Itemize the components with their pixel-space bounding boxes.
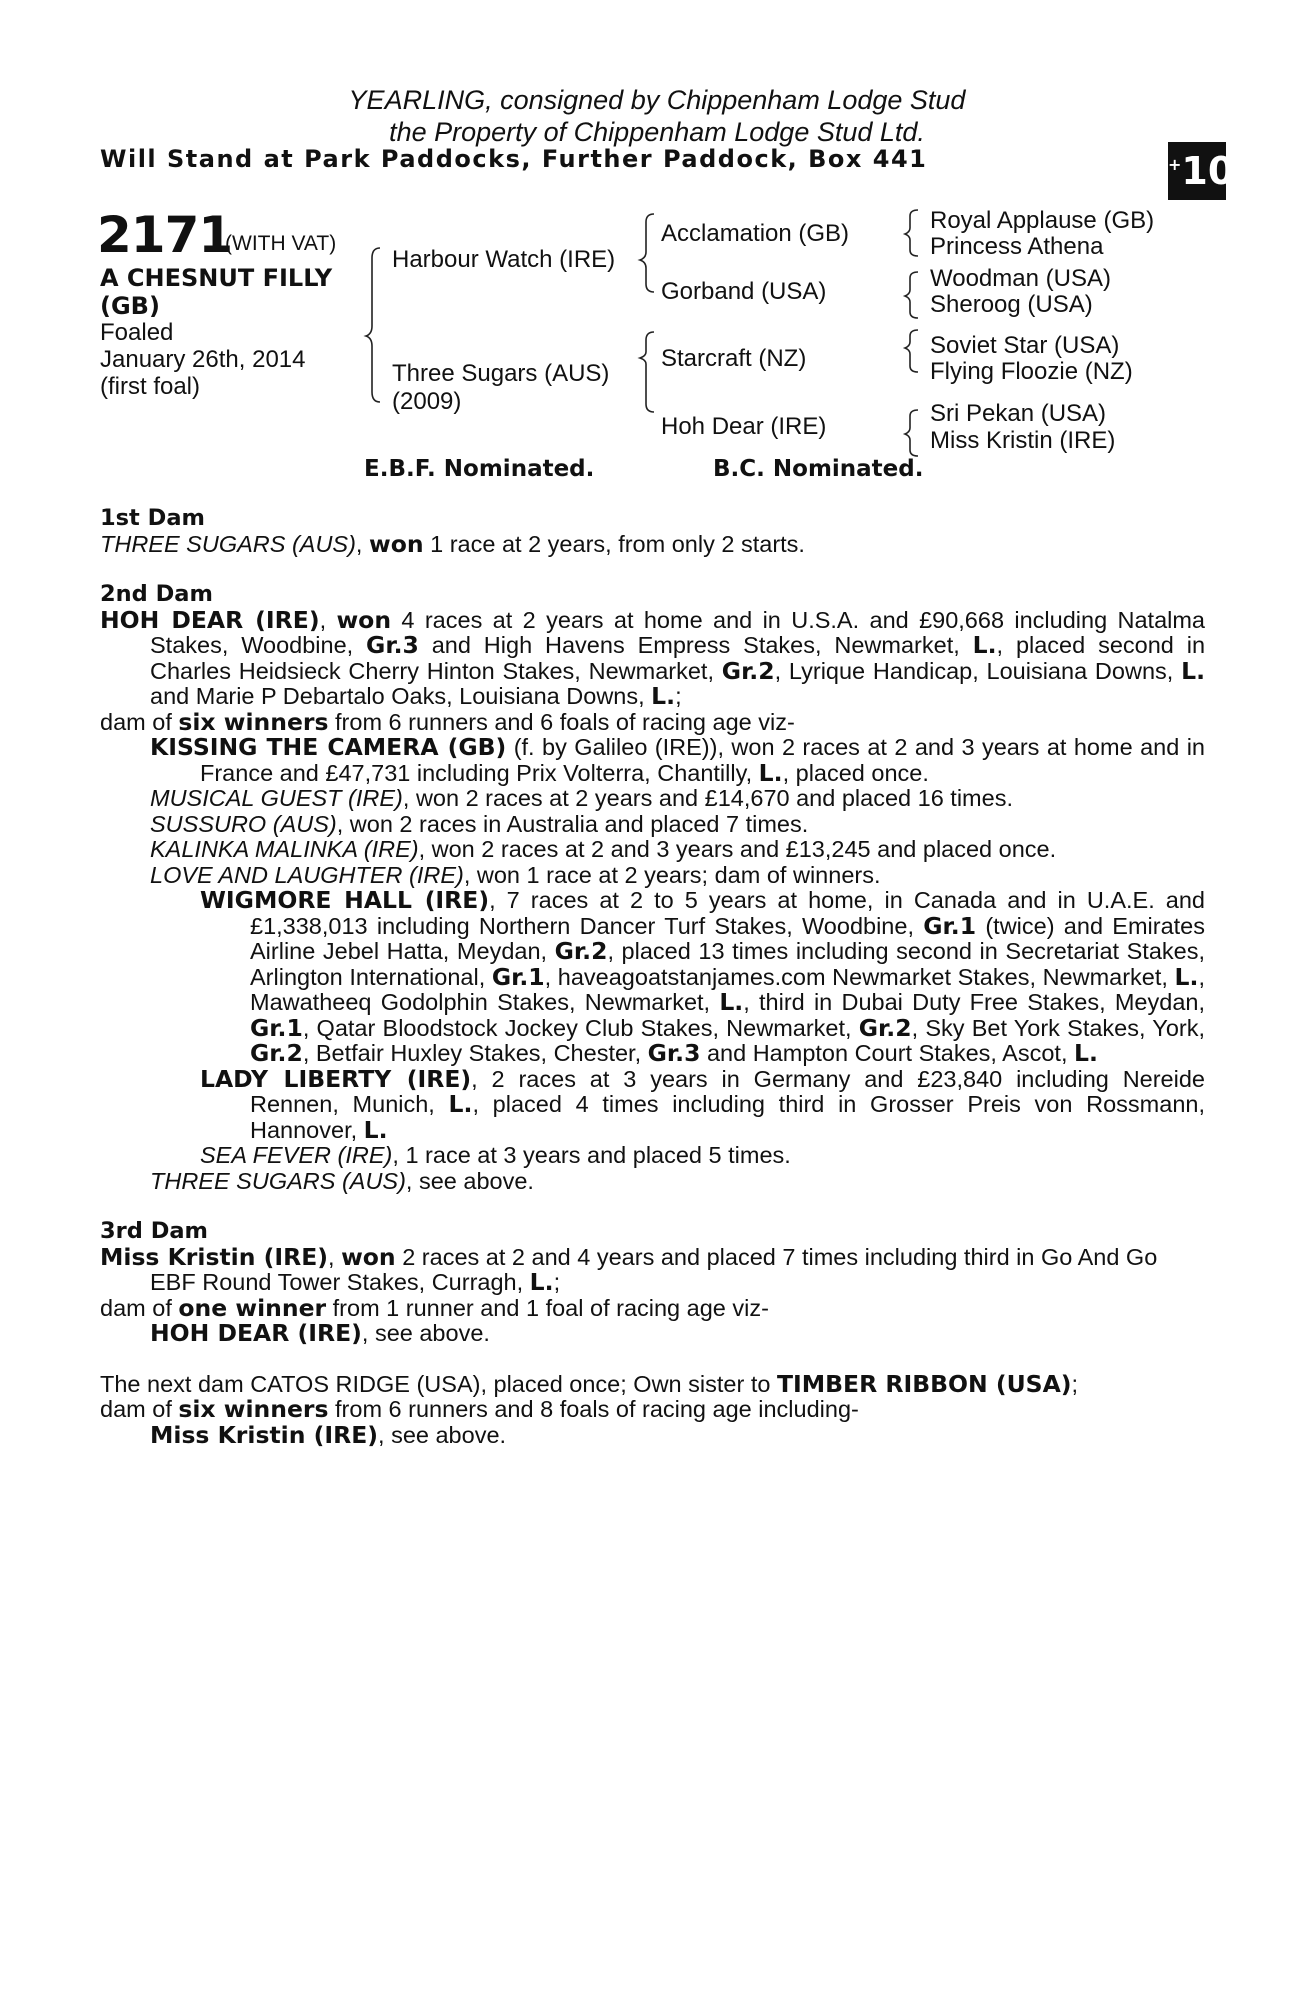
pedigree-brackets	[0, 0, 1314, 480]
produce-love-and-laughter	[100, 863, 1205, 889]
vat-note: (WITH VAT)	[225, 232, 337, 255]
produce-name: HOH DEAR (IRE)	[150, 1319, 362, 1347]
sire-dam-dam: Sheroog (USA)	[930, 291, 1093, 318]
winners-count: one winner	[178, 1293, 327, 1322]
listed-mark: L.	[529, 1268, 554, 1296]
bracket-ss	[905, 210, 918, 256]
produce-lady-liberty	[100, 1064, 1205, 1144]
third-dam-heading: 3rd Dam	[100, 1218, 208, 1244]
bracket-sire-line	[640, 214, 654, 292]
text-run: , won 2 races in Australia and placed 7 times.	[336, 810, 809, 837]
text-run: and Hampton Court Stakes, Ascot,	[700, 1040, 1075, 1066]
text-run: , 1 race at 3 years and placed 5 times.	[392, 1142, 791, 1168]
header-stand-location: Will Stand at Park Paddocks, Further Paddock, Box 441	[100, 145, 928, 173]
sire-name: Harbour Watch (IRE)	[392, 246, 616, 273]
listed-mark: L.	[758, 758, 783, 787]
text-run: ;	[1071, 1370, 1079, 1397]
bracket-dam-line	[640, 332, 654, 412]
sire-dam-sire: Woodman (USA)	[930, 265, 1111, 292]
text-run: , placed second in Charles Heidsieck Cherry Hinton Stakes, Newmarket,	[150, 632, 1206, 684]
produce-name: THREE SUGARS (AUS)	[150, 1167, 406, 1194]
text-run: , third in Dubai Duty Free Stakes, Meydan,	[743, 989, 1205, 1015]
text-run: (twice) and Emirates Airline Jebel Hatta, Meydan,	[250, 912, 1205, 964]
dam-dam: Hoh Dear (IRE)	[661, 413, 827, 440]
third-dam-entry: Miss Kristin (IRE), won 2 races at 2 and 4 years and placed 7 times including third in Go And Go EBF Round Tower Stakes, Curragh, L.;	[100, 1242, 1158, 1296]
second-dam-heading: 2nd Dam	[100, 581, 213, 607]
sire-dam: Gorband (USA)	[661, 278, 827, 305]
sire-sire: Acclamation (GB)	[661, 220, 850, 247]
text-run: , 7 races at 2 to 5 years at home, in Canada and in U.A.E. and £1,338,013 including Northern Dancer Turf Stakes, Woodbine,	[250, 887, 1205, 939]
foal-note: (first foal)	[100, 373, 201, 400]
produce-miss-kristin	[100, 1420, 1205, 1449]
bracket-dd	[905, 410, 918, 456]
second-dam-name: HOH DEAR (IRE)	[100, 605, 320, 634]
produce-name: MUSICAL GUEST (IRE)	[150, 785, 403, 811]
listed-mark: L.	[651, 682, 676, 710]
bc-nominated: B.C. Nominated.	[713, 456, 924, 482]
text-run: and High Havens Empress Stakes, Newmarket,	[418, 632, 973, 658]
text-run: ;	[675, 683, 682, 709]
grade-mark: Gr.1	[250, 1013, 303, 1042]
lot-number: 2171	[97, 206, 233, 264]
first-dam-entry: THREE SUGARS (AUS), won 1 race at 2 years, from only 2 starts.	[100, 529, 805, 558]
produce-name: KISSING THE CAMERA (GB)	[150, 733, 507, 761]
second-dam-entry: HOH DEAR (IRE), won 4 races at 2 years at home and in U.S.A. and £90,668 including Natalma Stakes, Woodbine, Gr.3 and High Havens Empress Stakes, Newmarket, L., placed second in Charles Heidsieck Cherry Hinton Stakes, Newmarket, Gr.2, Lyrique Handicap, Louisiana Downs, L. and Marie P Debartalo Oaks, Louisiana Downs, L.;	[100, 605, 1206, 710]
second-dam-produce-summary	[100, 707, 1205, 736]
produce-three-sugars	[100, 1169, 1205, 1195]
badge-number: 10	[1181, 149, 1235, 193]
text-run: 4 races at 2 years at home and in U.S.A. and £90,668 including Natalma Stakes, Woodbine,	[150, 606, 1206, 658]
second-dam-won: won	[336, 605, 392, 634]
produce-name: SUSSURO (AUS)	[150, 810, 337, 837]
text-run: , see above.	[361, 1320, 490, 1346]
foaled-label: Foaled	[100, 319, 174, 346]
next-dam-produce-summary	[100, 1397, 1205, 1423]
grade-mark: Gr.2	[858, 1013, 912, 1042]
first-dam-name: THREE SUGARS (AUS)	[100, 530, 356, 557]
sire-sire-dam: Princess Athena	[930, 233, 1104, 260]
dam-name: Three Sugars (AUS)	[392, 360, 610, 387]
text-run: , Sky Bet York Stakes, York,	[911, 1014, 1205, 1041]
listed-mark: L.	[719, 988, 744, 1016]
bracket-ds	[905, 330, 918, 372]
grade-mark: Gr.3	[366, 631, 419, 659]
first-dam-heading: 1st Dam	[100, 505, 205, 531]
listed-mark: L.	[448, 1090, 473, 1118]
dam-dam-sire: Sri Pekan (USA)	[930, 400, 1107, 427]
header-consignment: YEARLING, consigned by Chippenham Lodge Stud	[348, 85, 966, 115]
text-run: from 6 runners and 6 foals of racing age viz-	[328, 708, 795, 735]
text-run: , won 1 race at 2 years; dam of winners.	[463, 861, 881, 888]
text-run: dam of	[100, 1396, 179, 1422]
text-run: , placed 4 times including third in Grosser Preis von Rossmann, Hannover,	[250, 1091, 1205, 1143]
text-run: , placed 13 times including second in Secretariat Stakes, Arlington International,	[250, 938, 1205, 990]
text-run: The next dam CATOS RIDGE (USA), placed once; Own sister to	[100, 1370, 777, 1397]
produce-name: SEA FEVER (IRE)	[200, 1142, 393, 1168]
ebf-nominated: E.B.F. Nominated.	[364, 456, 595, 482]
listed-mark: L.	[1174, 962, 1199, 991]
produce-hoh-dear	[100, 1321, 1205, 1347]
horse-name-line2: (GB)	[100, 292, 160, 320]
listed-mark: L.	[1074, 1039, 1098, 1067]
text-run: from 1 runner and 1 foal of racing age viz-	[326, 1294, 769, 1321]
sister-name: TIMBER RIBBON (USA)	[776, 1369, 1072, 1398]
sire-sire-sire: Royal Applause (GB)	[930, 207, 1155, 234]
text-run: and Marie P Debartalo Oaks, Louisiana Downs,	[150, 683, 652, 709]
text-run: , see above.	[378, 1421, 507, 1448]
first-dam-text: 1 race at 2 years, from only 2 starts.	[423, 530, 805, 557]
text-run: ;	[553, 1269, 561, 1295]
foaled-date: January 26th, 2014	[100, 346, 306, 373]
text-run: (f. by Galileo (IRE)), won 2 races at 2 and 3 years at home and in France and £47,731 including Prix Volterra, Chantilly,	[200, 734, 1205, 786]
text-run: , haveagoatstanjames.com Newmarket Stakes, Newmarket,	[544, 963, 1175, 990]
text-run: , Lyrique Handicap, Louisiana Downs,	[774, 657, 1182, 684]
horse-name-line1: A CHESNUT FILLY	[100, 264, 333, 292]
third-dam-won: won	[341, 1242, 396, 1271]
text-run: dam of	[100, 1294, 179, 1321]
first-dam-won: won	[368, 529, 424, 558]
dam-sire: Starcraft (NZ)	[661, 345, 807, 372]
produce-wigmore-hall	[100, 888, 1205, 1067]
produce-kissing-the-camera	[100, 735, 1205, 786]
third-dam-produce-summary	[100, 1293, 1205, 1322]
text-run: from 6 runners and 8 foals of racing age including-	[328, 1396, 859, 1422]
grade-mark: Gr.1	[491, 962, 545, 991]
produce-sea-fever	[100, 1143, 1205, 1169]
text-run: , Betfair Huxley Stakes, Chester,	[302, 1040, 648, 1066]
text-run: , placed once.	[782, 759, 929, 786]
text-run: , 2 races at 3 years in Germany and £23,840 including Nereide Rennen, Munich,	[250, 1065, 1205, 1117]
text-run: , Qatar Bloodstock Jockey Club Stakes, Newmarket,	[302, 1014, 859, 1041]
grade-mark: Gr.2	[721, 656, 775, 685]
grade-mark: Gr.2	[554, 937, 608, 965]
header-property: the Property of Chippenham Lodge Stud Ltd.	[389, 117, 925, 147]
grade-mark: Gr.3	[647, 1039, 701, 1067]
produce-name: WIGMORE HALL (IRE)	[200, 886, 490, 914]
listed-mark: L.	[1181, 656, 1205, 685]
dam-year: (2009)	[392, 388, 462, 415]
dam-dam-dam: Miss Kristin (IRE)	[930, 427, 1116, 454]
text-run: dam of	[100, 708, 179, 735]
badge-plus: +	[1168, 155, 1182, 174]
produce-name: KALINKA MALINKA (IRE)	[150, 836, 419, 862]
produce-sussuro	[100, 812, 1205, 838]
grade-mark: Gr.1	[923, 911, 977, 940]
text-run: , won 2 races at 2 and 3 years and £13,245 and placed once.	[418, 836, 1057, 862]
text-run: , won 2 races at 2 years and £14,670 and placed 16 times.	[402, 785, 1013, 811]
next-dam-entry	[100, 1369, 1205, 1398]
text-run: 2 races at 2 and 4 years and placed 7 times including third in Go And Go EBF Round Tower Stakes, Curragh,	[150, 1243, 1158, 1295]
listed-mark: L.	[972, 631, 997, 659]
listed-mark: L.	[363, 1115, 388, 1144]
text-run: , see above.	[405, 1167, 534, 1194]
produce-kalinka-malinka	[100, 837, 1205, 863]
produce-name: Miss Kristin (IRE)	[150, 1420, 379, 1449]
produce-name: LOVE AND LAUGHTER (IRE)	[150, 861, 464, 888]
bracket-sd	[905, 272, 918, 318]
produce-name: LADY LIBERTY (IRE)	[200, 1064, 472, 1093]
dam-sire-dam: Flying Floozie (NZ)	[930, 358, 1133, 385]
text-run: , Mawatheeq Godolphin Stakes, Newmarket,	[250, 963, 1205, 1015]
produce-musical-guest	[100, 786, 1205, 812]
dam-sire-sire: Soviet Star (USA)	[930, 332, 1120, 359]
third-dam-name: Miss Kristin (IRE)	[100, 1242, 329, 1271]
grade-mark: Gr.2	[250, 1039, 303, 1067]
winners-count: six winners	[178, 707, 329, 736]
bracket-sire-dam	[366, 248, 380, 402]
catalogue-body	[100, 506, 1205, 1448]
winners-count: six winners	[178, 1395, 329, 1423]
